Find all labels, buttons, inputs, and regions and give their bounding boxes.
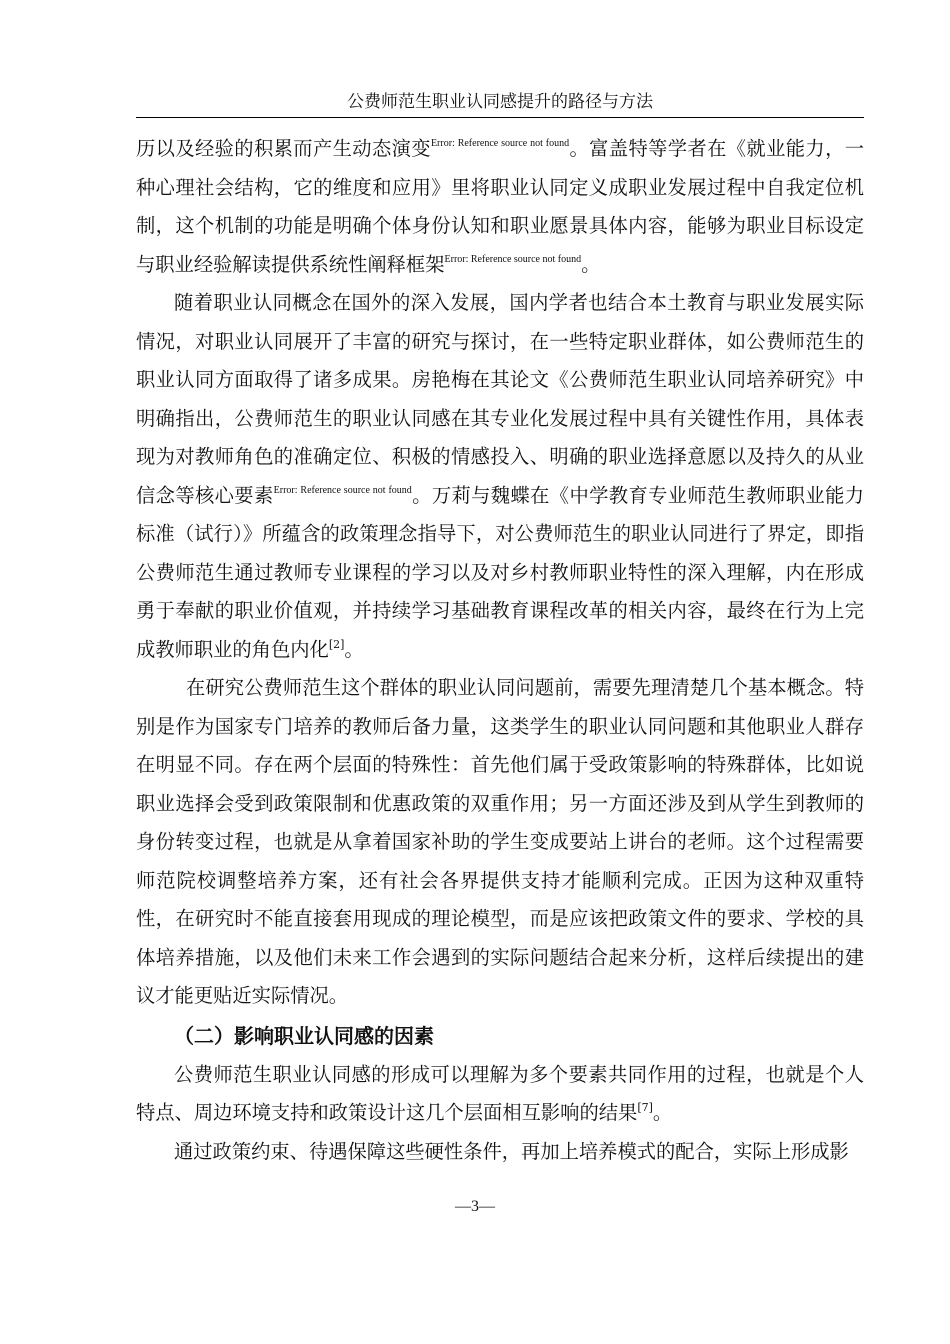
paragraph-2-text-b: 。万莉与魏蝶在《中学教育专业师范生教师职业能力标准（试行）》所蕴含的政策理念指导下，对公费师范生的职业认同进行了界定，即指公费师范生通过教师专业课程的学习以及对乡村教师职业特性的深入理解，内在形成勇于奉献的职业价值观，并持续学习基础教育课程改革的相关内容，最终在行为上完成教师职业的角色内化 (136, 483, 865, 661)
paragraph-2 (136, 284, 864, 669)
paragraph-1-text-a: 历以及经验的积累而产生动态演变 (136, 137, 431, 160)
paragraph-5: 通过政策约束、待遇保障这些硬性条件，再加上培养模式的配合，实际上形成影 (174, 1139, 849, 1163)
paragraph-1-text-c: 。 (581, 252, 601, 276)
paragraph-4 (136, 1056, 864, 1133)
paragraph-2-text-c: 。 (344, 637, 364, 661)
reference-error[interactable]: Error: Reference source not found (444, 253, 582, 265)
citation-2[interactable]: [2] (328, 637, 345, 651)
reference-error[interactable]: Error: Reference source not found (273, 484, 412, 496)
header-rule (136, 117, 864, 118)
paragraph-3: 在研究公费师范生这个群体的职业认同问题前，需要先理清楚几个基本概念。特别是作为国家专门培养的教师后备力量，这类学生的职业认同问题和其他职业人群存在明显不同。存在两个层面的特殊性：首先他们属于受政策影响的特殊群体，比如说职业选择会受到政策限制和优惠政策的双重作用；另一方面还涉及到从学生到教师的身份转变过程，也就是从拿着国家补助的学生变成要站上讲台的老师。这个过程需要师范院校调整培养方案，还有社会各界提供支持才能顺利完成。正因为这种双重特性，在研究时不能直接套用现成的理论模型，而是应该把政策文件的要求、学校的具体培养措施，以及他们未来工作会遇到的实际问题结合起来分析，这样后续提出的建议才能更贴近实际情况。 (136, 676, 864, 1007)
reference-error[interactable]: Error: Reference source not found (430, 138, 570, 149)
document-body (136, 130, 864, 1171)
paragraph-2-text-a: 随着职业认同概念在国外的深入发展，国内学者也结合本土教育与职业发展实际情况，对职业认同展开了丰富的研究与探讨，在一些特定职业群体，如公费师范生的职业认同方面取得了诸多成果。房艳梅在其论文《公费师范生职业认同培养研究》中明确指出，公费师范生的职业认同感在其专业化发展过程中具有关键性作用，具体表现为对教师角色的准确定位、积极的情感投入、明确的职业选择意愿以及持久的从业信念等核心要素 (136, 291, 864, 507)
paragraph-4-text-b: 。 (652, 1101, 673, 1124)
paragraph-4-text-a: 公费师范生职业认同感的形成可以理解为多个要素共同作用的过程，也就是个人特点、周边环境支持和政策设计这几个层面相互影响的结果 (136, 1062, 864, 1124)
section-heading: （二）影响职业认同感的因素 (174, 1023, 434, 1048)
page-number: —3— (455, 1198, 495, 1215)
running-header: 公费师范生职业认同感提升的路径与方法 (347, 92, 653, 112)
paragraph-1-text-b: 。富盖特等学者在《就业能力，一种心理社会结构，它的维度和应用》里将职业认同定义成职业发展过程中自我定位机制，这个机制的功能是明确个体身份认知和职业愿景具体内容，能够为职业目标设定与职业经验解读提供系统性阐释框架 (136, 137, 865, 276)
citation-7[interactable]: [7] (637, 1101, 653, 1114)
paragraph-1 (136, 130, 864, 284)
